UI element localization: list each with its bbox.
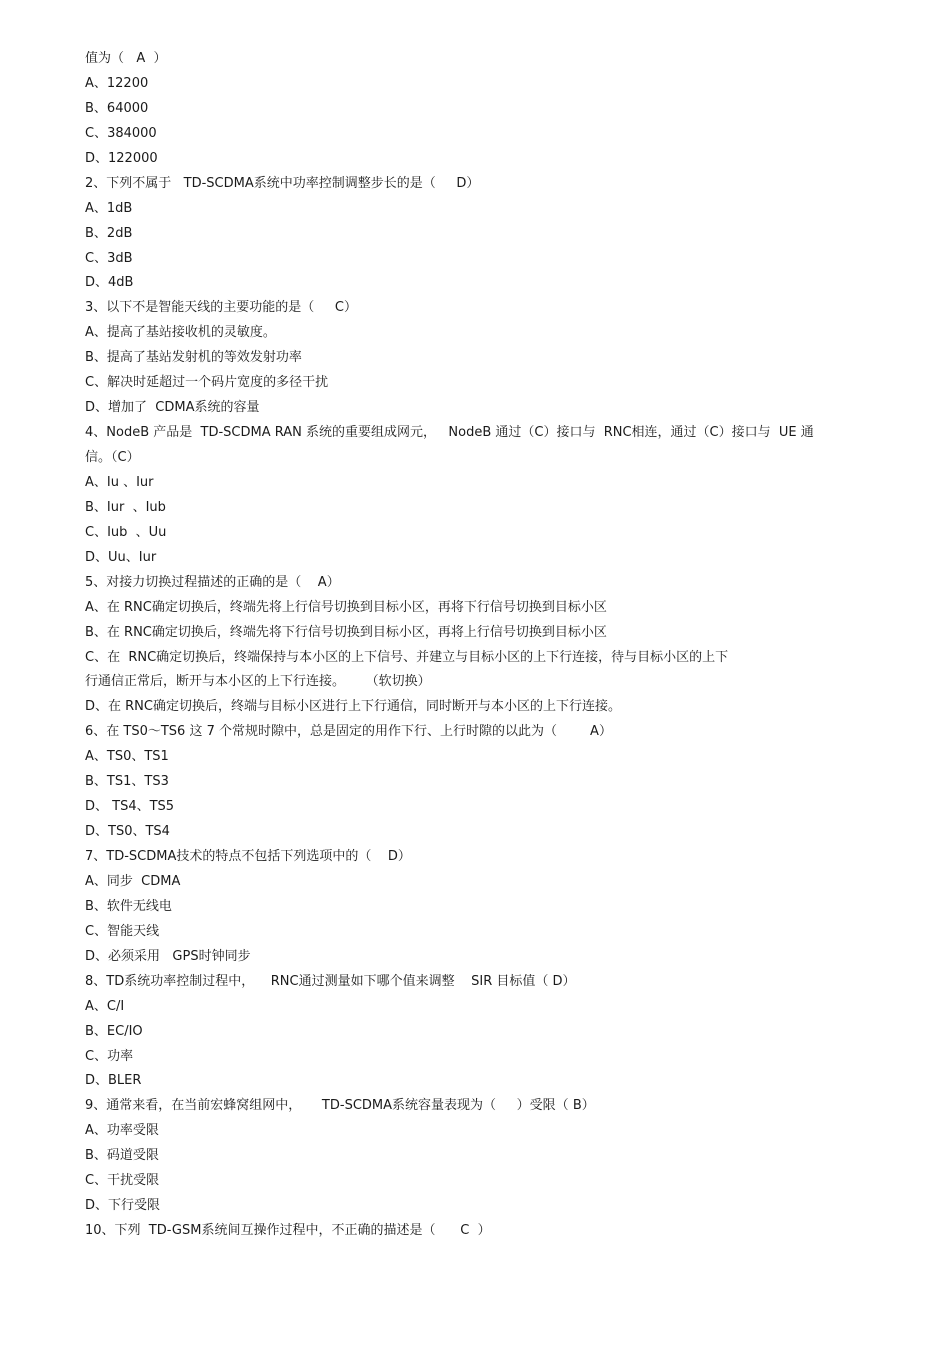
text-line: B、Iur 、Iub	[85, 499, 166, 515]
text-line: B、2dB	[85, 225, 133, 241]
text-line: A、Iu 、Iur	[85, 474, 154, 490]
text-line: 行通信正常后，断开与本小区的上下行连接。 （软切换）	[85, 674, 431, 690]
text-line: D、下行受限	[85, 1198, 161, 1214]
text-line: D、 TS4、TS5	[85, 799, 175, 815]
text-line: 4、NodeB 产品是 TD-SCDMA RAN 系统的重要组成网元， NodeB 通过（C）接口与 RNC相连，通过（C）接口与 UE 通	[85, 425, 814, 441]
text-line: A、功率受限	[85, 1123, 159, 1139]
text-line: D、BLER	[85, 1073, 142, 1089]
text-line: B、TS1、TS3	[85, 774, 169, 790]
text-line: 7、TD-SCDMA技术的特点不包括下列选项中的（ D）	[85, 849, 411, 864]
text-line: D、在 RNC确定切换后，终端与目标小区进行上下行通信，同时断开与本小区的上下行连接。	[85, 699, 621, 715]
text-line: B、软件无线电	[85, 898, 172, 914]
text-line: A、同步 CDMA	[85, 873, 181, 889]
text-line: D、增加了 CDMA系统的容量	[85, 400, 260, 416]
text-line: D、122000	[85, 150, 158, 166]
text-line: B、EC/IO	[85, 1023, 143, 1039]
text-line: D、必须采用 GPS时钟同步	[85, 948, 251, 964]
text-line: A、TS0、TS1	[85, 749, 169, 765]
text-line: C、Iub 、Uu	[85, 524, 167, 540]
text-line: C、在 RNC确定切换后，终端保持与本小区的上下信号、并建立与目标小区的上下行连接，待与目标小区的上下	[85, 649, 729, 665]
text-line: 3、以下不是智能天线的主要功能的是（ C）	[85, 300, 358, 316]
document-body	[85, 47, 875, 1244]
text-line: D、4dB	[85, 275, 134, 291]
text-line: B、提高了基站发射机的等效发射功率	[85, 350, 302, 366]
text-line: B、在 RNC确定切换后，终端先将下行信号切换到目标小区，再将上行信号切换到目标小区	[85, 624, 607, 640]
text-line: C、3dB	[85, 250, 133, 266]
text-line: 10、下列 TD-GSM系统间互操作过程中，不正确的描述是（ C ）	[85, 1223, 491, 1239]
text-line: C、384000	[85, 125, 157, 141]
text-line: 2、下列不属于 TD-SCDMA系统中功率控制调整步长的是（ D）	[85, 175, 480, 191]
text-line: A、提高了基站接收机的灵敏度。	[85, 325, 276, 341]
text-line: A、在 RNC确定切换后，终端先将上行信号切换到目标小区，再将下行信号切换到目标小区	[85, 599, 607, 615]
text-line: D、Uu、Iur	[85, 549, 157, 565]
text-line: A、C/I	[85, 998, 125, 1014]
text-line: 6、在 TS0～TS6 这 7 个常规时隙中，总是固定的用作下行、上行时隙的以此为（ A）	[85, 724, 612, 740]
text-line: A、1dB	[85, 200, 133, 216]
text-line: 信。（C）	[85, 450, 140, 465]
text-line: 5、对接力切换过程描述的正确的是（ A）	[85, 574, 340, 590]
text-line: C、功率	[85, 1048, 134, 1064]
text-line: 9、通常来看，在当前宏蜂窝组网中， TD-SCDMA系统容量表现为（ ）受限（ B）	[85, 1098, 595, 1114]
text-line: 8、TD系统功率控制过程中， RNC通过测量如下哪个值来调整 SIR 目标值（ D）	[85, 973, 576, 989]
text-line: B、64000	[85, 100, 149, 116]
text-line: D、TS0、TS4	[85, 824, 170, 840]
text-line: 值为（ A ）	[85, 51, 167, 66]
text-line: C、解决时延超过一个码片宽度的多径干扰	[85, 375, 329, 391]
text-line: C、智能天线	[85, 923, 160, 939]
text-line: A、12200	[85, 75, 149, 91]
text-line: B、码道受限	[85, 1148, 159, 1164]
text-line: C、干扰受限	[85, 1173, 160, 1189]
